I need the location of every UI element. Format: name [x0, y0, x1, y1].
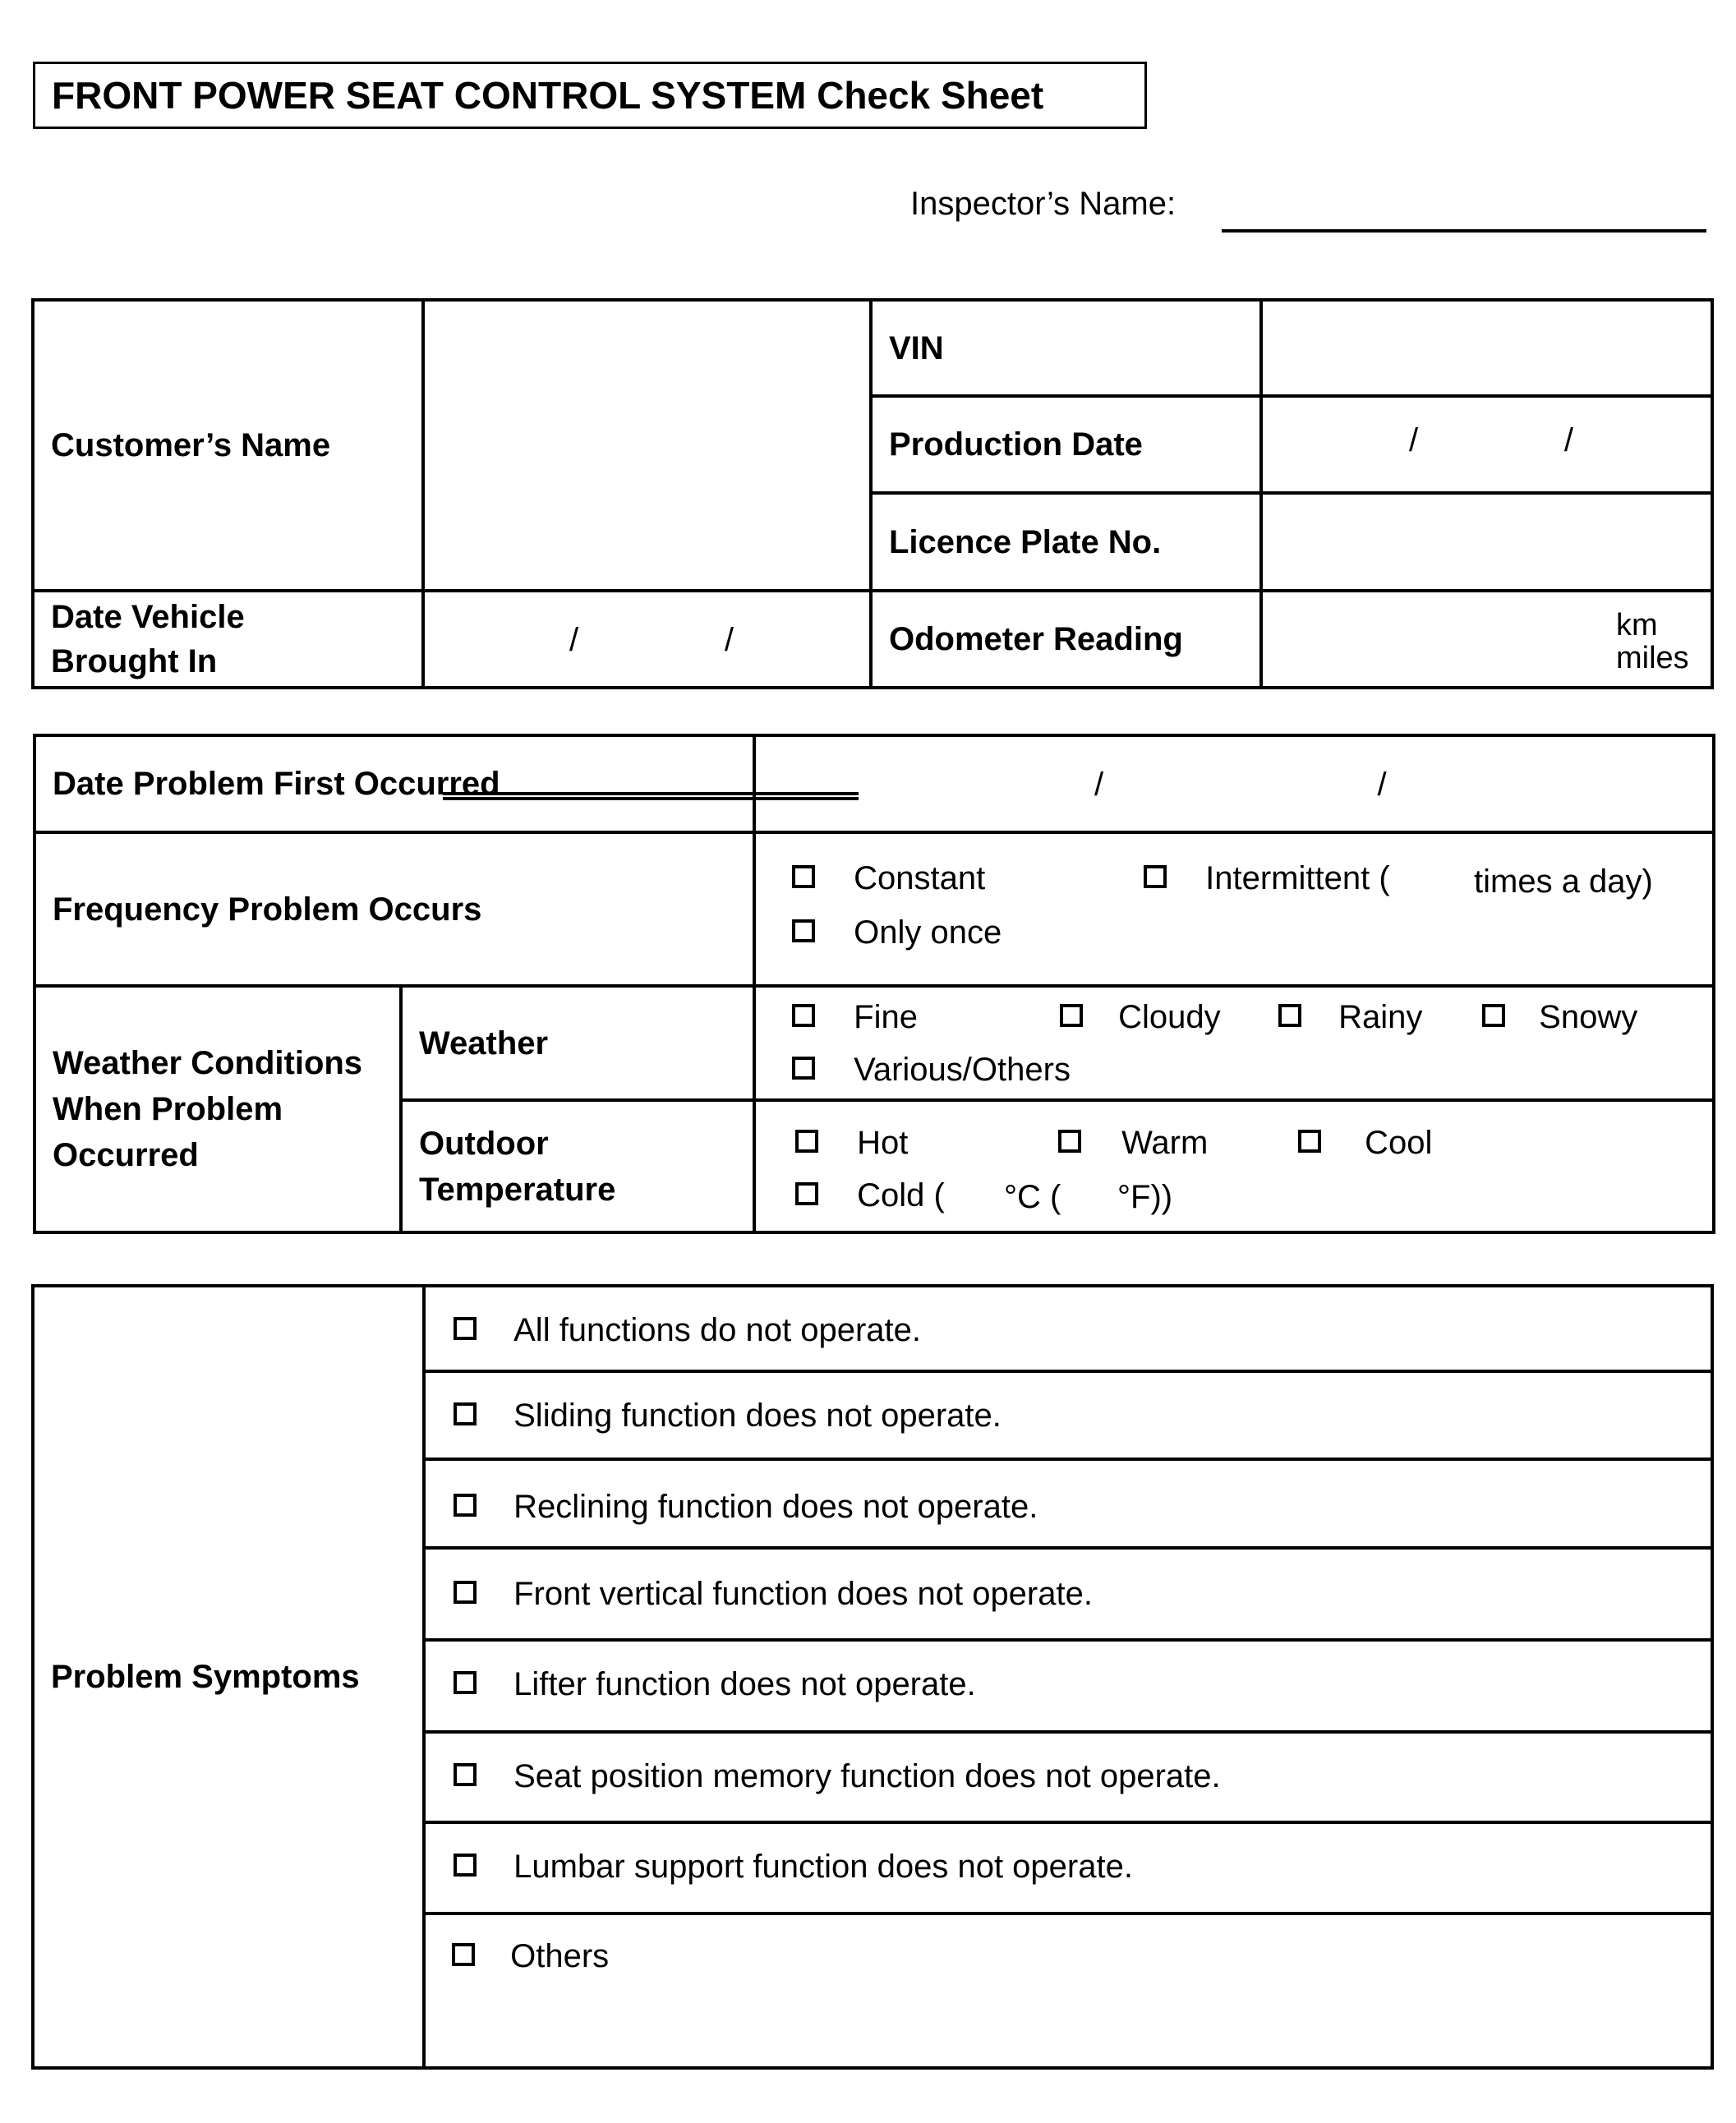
frequency-option-intermittent[interactable]: Intermittent ( — [1144, 860, 1390, 897]
checkbox-icon[interactable] — [1298, 1130, 1321, 1153]
date-first-occurred-label: Date Problem First Occurred — [35, 735, 754, 832]
page-title: FRONT POWER SEAT CONTROL SYSTEM Check Sheet — [33, 62, 1147, 129]
weather-option-fine[interactable]: Fine — [792, 999, 918, 1036]
symptom-row — [424, 1286, 1712, 1371]
temperature-option-cool[interactable]: Cool — [1298, 1125, 1432, 1162]
checkbox-icon[interactable] — [792, 919, 815, 942]
checkbox-icon[interactable] — [454, 1671, 477, 1694]
date-brought-in-label-line2: Brought In — [51, 643, 218, 679]
symptom-option-seat-memory[interactable]: Seat position memory function does not operate. — [454, 1758, 1221, 1795]
cold-celsius: °C ( — [1004, 1179, 1061, 1215]
licence-plate-label: Licence Plate No. — [871, 493, 1261, 591]
symptom-option-reclining[interactable]: Reclining function does not operate. — [454, 1489, 1038, 1526]
symptom-row — [424, 1732, 1712, 1822]
checkbox-icon[interactable] — [792, 1004, 815, 1027]
temperature-option-hot[interactable]: Hot — [795, 1125, 908, 1162]
temperature-option-cold[interactable]: Cold ( — [795, 1177, 945, 1214]
licence-plate-field[interactable] — [1261, 493, 1712, 591]
intermittent-suffix: times a day) — [1474, 863, 1653, 900]
problem-symptoms-table — [31, 1284, 1714, 2070]
checkbox-icon[interactable] — [795, 1130, 818, 1153]
frequency-option-only-once[interactable]: Only once — [792, 914, 1002, 951]
checkbox-icon[interactable] — [452, 1943, 475, 1966]
symptom-row — [424, 1640, 1712, 1732]
symptom-option-lumbar[interactable]: Lumbar support function does not operate. — [454, 1849, 1133, 1886]
customer-name-label: Customer’s Name — [33, 300, 423, 591]
temperature-option-warm[interactable]: Warm — [1058, 1125, 1208, 1162]
inspector-name-field[interactable] — [1222, 229, 1706, 233]
symptom-option-front-vertical[interactable]: Front vertical function does not operate. — [454, 1576, 1093, 1613]
date-brought-in-field[interactable] — [423, 591, 871, 688]
vin-field[interactable] — [1261, 300, 1712, 396]
weather-option-cloudy[interactable]: Cloudy — [1060, 999, 1221, 1036]
checkbox-icon[interactable] — [1482, 1004, 1505, 1027]
weather-option-various[interactable]: Various/Others — [792, 1052, 1071, 1089]
vin-label: VIN — [871, 300, 1261, 396]
weather-conditions-label-line3: Occurred — [53, 1137, 199, 1173]
odometer-unit-km: km — [1616, 608, 1658, 642]
odometer-field[interactable] — [1261, 591, 1712, 688]
checkbox-icon[interactable] — [454, 1402, 477, 1425]
checkbox-icon[interactable] — [454, 1854, 477, 1877]
symptom-row — [424, 1459, 1712, 1548]
symptom-option-all-functions[interactable]: All functions do not operate. — [454, 1312, 921, 1349]
checkbox-icon[interactable] — [1060, 1004, 1083, 1027]
weather-conditions-label-line2: When Problem — [53, 1091, 283, 1127]
checkbox-icon[interactable] — [792, 1057, 815, 1080]
symptom-row-others — [424, 1913, 1712, 2068]
date-first-occurred-field[interactable] — [754, 735, 1714, 832]
weather-conditions-label-line1: Weather Conditions — [53, 1045, 363, 1081]
odometer-unit-miles: miles — [1616, 641, 1689, 675]
checkbox-icon[interactable] — [454, 1763, 477, 1786]
checkbox-icon[interactable] — [1144, 865, 1167, 888]
temperature-options — [754, 1100, 1714, 1232]
symptom-row — [424, 1548, 1712, 1640]
weather-label: Weather — [401, 986, 754, 1100]
checkbox-icon[interactable] — [1278, 1004, 1301, 1027]
problem-symptoms-label: Problem Symptoms — [33, 1286, 424, 2068]
date-first-occurred-slashes: / / — [1094, 767, 1387, 803]
symptom-row — [424, 1371, 1712, 1459]
date-brought-in-label-line1: Date Vehicle — [51, 599, 245, 635]
odometer-label: Odometer Reading — [871, 591, 1261, 688]
cold-fahrenheit: °F)) — [1117, 1179, 1173, 1215]
weather-option-rainy[interactable]: Rainy — [1278, 999, 1422, 1036]
checkbox-icon[interactable] — [454, 1317, 477, 1340]
date-brought-in-label — [33, 591, 423, 688]
vehicle-info-table — [31, 298, 1714, 689]
weather-option-snowy[interactable]: Snowy — [1482, 999, 1637, 1036]
production-date-field[interactable] — [1261, 396, 1712, 493]
checkbox-icon[interactable] — [1058, 1130, 1081, 1153]
checkbox-icon[interactable] — [454, 1581, 477, 1604]
weather-options — [754, 986, 1714, 1100]
date-brought-in-slashes: / / — [569, 622, 734, 658]
symptom-row — [424, 1822, 1712, 1913]
production-date-label: Production Date — [871, 396, 1261, 493]
checkbox-icon[interactable] — [792, 865, 815, 888]
symptom-option-others[interactable]: Others — [452, 1938, 609, 1975]
customer-name-field[interactable] — [423, 300, 871, 591]
checkbox-icon[interactable] — [795, 1182, 818, 1205]
symptom-option-sliding[interactable]: Sliding function does not operate. — [454, 1398, 1002, 1435]
outdoor-temperature-label — [401, 1100, 754, 1232]
frequency-label: Frequency Problem Occurs — [35, 832, 754, 986]
checkbox-icon[interactable] — [454, 1494, 477, 1517]
inspector-name-label: Inspector’s Name: — [910, 186, 1177, 222]
weather-conditions-label — [35, 986, 401, 1232]
symptom-option-lifter[interactable]: Lifter function does not operate. — [454, 1666, 976, 1703]
outdoor-temperature-label-line2: Temperature — [419, 1171, 616, 1208]
conditions-table — [33, 734, 1715, 1234]
frequency-option-constant[interactable]: Constant — [792, 860, 985, 897]
frequency-options — [754, 832, 1714, 986]
outdoor-temperature-label-line1: Outdoor — [419, 1125, 549, 1162]
production-date-slashes: / / — [1409, 422, 1574, 458]
